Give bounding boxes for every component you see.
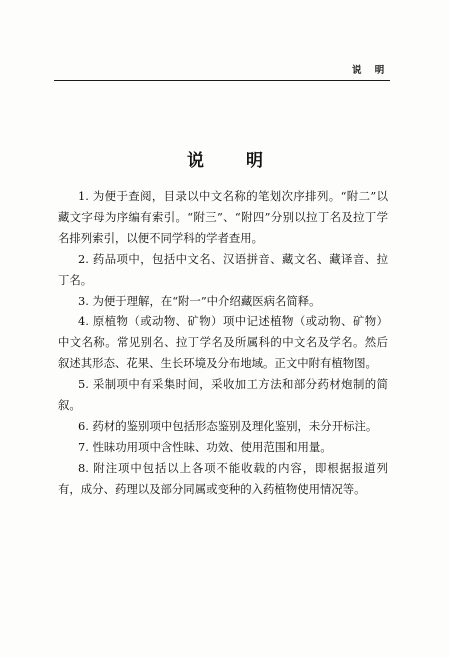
paragraph-7: 7. 性昧功用项中含性昧、功效、使用范围和用量。 <box>78 439 332 454</box>
paragraph-5: 5. 采制项中有采集时间，采收加工方法和部分药材炮制的简叙。 <box>58 377 388 413</box>
paragraph-1: 1. 为便于查阅，目录以中文名称的笔划次序排列。“附二”以藏文字母为序编有索引。“附三”、“附四”分别以拉丁名及拉丁学名排列索引，以便不同学科的学者查用。 <box>58 189 388 245</box>
paragraph-8: 8. 附注项中包括以上各项不能收载的内容，即根据报道列有，成分、药理以及部分同属或变种的入药植物使用情况等。 <box>58 460 388 496</box>
page-title: 说 明 <box>187 151 281 171</box>
header-rule <box>54 80 390 81</box>
paragraph-2: 2. 药品项中，包括中文名、汉语拼音、藏文名、藏译音、拉丁名。 <box>58 251 388 287</box>
paragraph-3: 3. 为便于理解，在“附一”中介绍藏医病名简释。 <box>78 293 321 308</box>
body-text <box>58 186 388 500</box>
paragraph-4: 4. 原植物（或动物、矿物）项中记述植物（或动物、矿物）中文名称。常见别名、拉丁学名及所属科的中文名及学名。然后叙述其形态、花果、生长环境及分布地域。正文中附有植物图。 <box>58 314 388 371</box>
running-head: 说 明 <box>352 65 390 76</box>
paragraph-6: 6. 药材的鉴别项中包括形态鉴别及理化鉴别，未分开标注。 <box>78 418 378 433</box>
